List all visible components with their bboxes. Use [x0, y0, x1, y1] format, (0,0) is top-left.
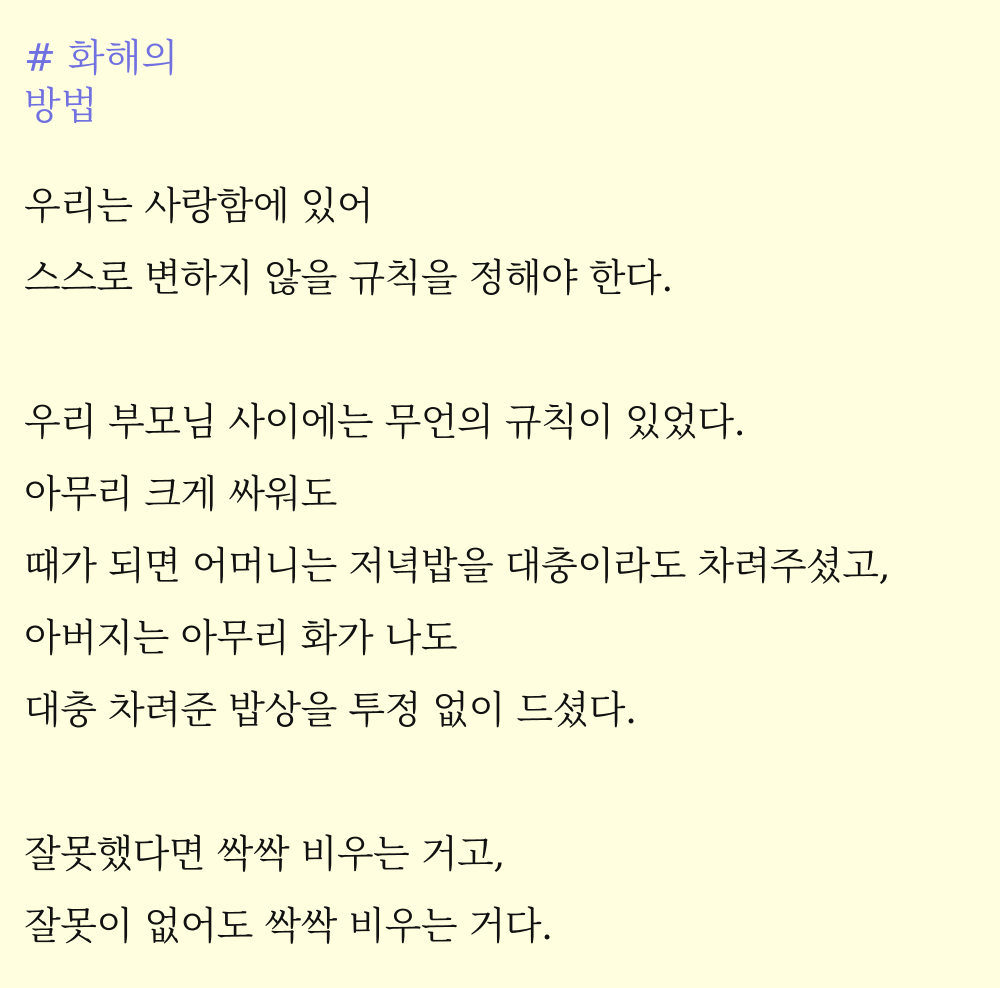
paragraph-2	[24, 386, 1000, 746]
text-line: 잘못이 없어도 싹싹 비우는 거다.	[24, 904, 553, 948]
title-line-1: # 화해의	[24, 36, 179, 80]
text-line: 우리 부모님 사이에는 무언의 규칙이 있었다.	[24, 400, 746, 444]
document-body	[24, 170, 1000, 962]
text-line: 때가 되면 어머니는 저녁밥을 대충이라도 차려주셨고,	[24, 544, 891, 588]
text-line: 잘못했다면 싹싹 비우는 거고,	[24, 832, 505, 876]
paragraph-gap	[24, 314, 1000, 386]
document-page	[24, 34, 1000, 962]
text-line: 대충 차려준 밥상을 투정 없이 드셨다.	[24, 688, 637, 732]
text-line: 아버지는 아무리 화가 나도	[24, 616, 458, 660]
title-line-2: 방법	[24, 84, 98, 128]
paragraph-1	[24, 170, 1000, 314]
paragraph-3	[24, 818, 1000, 962]
document-title	[24, 34, 1000, 130]
text-line: 스스로 변하지 않을 규칙을 정해야 한다.	[24, 256, 673, 300]
paragraph-gap	[24, 746, 1000, 818]
text-line: 우리는 사랑함에 있어	[24, 184, 374, 228]
text-line: 아무리 크게 싸워도	[24, 472, 337, 516]
